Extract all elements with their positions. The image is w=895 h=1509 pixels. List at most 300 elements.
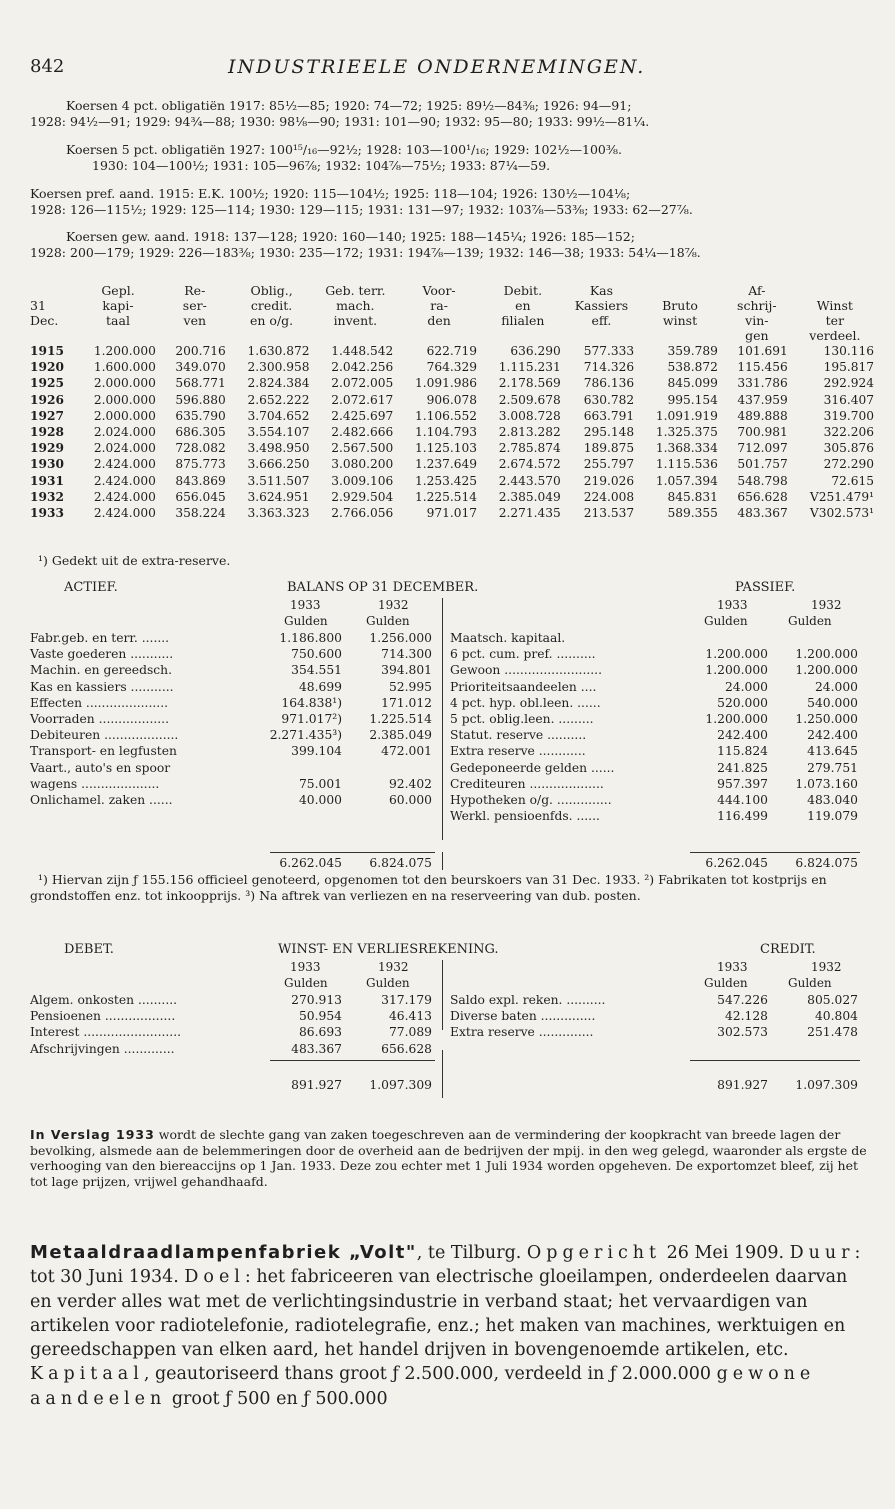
table-cell: 437.959: [737, 392, 788, 407]
balans-year-1933: 1933: [290, 598, 321, 612]
table-cell: 875.773: [175, 457, 226, 472]
table-cell: 349.070: [175, 360, 226, 375]
winst-year-1932: 1932: [378, 960, 409, 974]
koersen-gew-line2: 1928: 200—179; 1929: 226—183⅜; 1930: 235—172; 1931: 194⅞—139; 1932: 146—38; 1933: 54¼—18⅞.: [30, 245, 701, 260]
ledger-row: [450, 680, 870, 696]
table-header-cell: [76, 328, 160, 343]
table-cell: 255.797: [583, 457, 635, 472]
ledger-value-1933: 164.838¹): [281, 695, 342, 710]
page-number: 842: [30, 56, 65, 77]
ledger-value-1933: 957.397: [717, 776, 768, 791]
table-cell: 358.224: [175, 506, 226, 521]
balans-notes: ¹) Hiervan zijn ƒ 155.156 officieel genoteerd, opgenomen tot den beurskoers van 31 Dec. 1933. ²) Fabrikaten tot kostprijs en grondstoffen enz. tot inkoopprijs. ³) Na aftrek van verliezen en na reserveering van dub. posten.: [30, 872, 827, 903]
table-cell: 764.329: [426, 360, 477, 375]
table-header-cell: den: [427, 313, 451, 328]
actief-total-1932: 6.824.075: [369, 856, 432, 870]
verslag-lead: In Verslag 1933: [30, 1127, 155, 1142]
table-header-row: [26, 328, 878, 343]
ledger-value-1932: 805.027: [807, 993, 858, 1007]
company-entry-volt: [30, 1241, 870, 1411]
table-header-cell: [26, 328, 76, 343]
ledger-value-1932: 24.000: [814, 679, 858, 694]
table-cell: 2.178.569: [498, 376, 561, 391]
table-cell: 1.368.334: [655, 441, 718, 456]
table-year-cell: 1927: [30, 408, 64, 423]
volt-text-4: : het fabriceeren van electrische gloeilampen, onderdeelen daarvan en verder alles wat met de verlichtingsindustrie in verband staat; het vervaardigen van artikelen voor radiotelefonie, radiotelegrafie, enz.; het maken van machines, werktuigen en gereedschappen van elken aard, het handel drijven in bovengenoemde artikelen, etc.: [30, 1267, 848, 1361]
koersen-4pct-line1: Koersen 4 pct. obligatiën 1917: 85½—85; 1920: 74—72; 1925: 89½—84⅜; 1926: 94—91;: [66, 98, 632, 113]
ledger-value-1933: 75.001: [298, 776, 342, 791]
balans-passief-list: [450, 631, 870, 825]
table-cell: 663.791: [583, 408, 635, 423]
table-cell: V302.573¹: [809, 506, 874, 521]
table-header-cell: Re-: [184, 283, 206, 298]
ledger-row: [30, 744, 440, 760]
table-cell: 483.367: [737, 506, 788, 521]
table-cell: 322.206: [823, 425, 874, 440]
table-cell: 319.700: [823, 408, 874, 423]
ledger-value-1932: 656.628: [381, 1041, 432, 1056]
ledger-row: [450, 696, 870, 712]
table-cell: 656.045: [175, 489, 226, 504]
table-cell: 1.115.231: [498, 360, 561, 375]
balans-divider: [442, 598, 443, 840]
winst-credit-rule: [690, 1060, 860, 1061]
table-cell: 577.333: [583, 344, 635, 358]
table-cell: 2.000.000: [93, 376, 156, 391]
table-header-cell: taal: [106, 313, 130, 328]
table-cell: 219.026: [583, 473, 635, 488]
ledger-value-1932: 714.300: [381, 647, 432, 662]
winst-divider: [442, 960, 443, 1030]
table-header-row: [26, 283, 878, 298]
table-cell: 2.300.958: [247, 360, 310, 375]
table-header-cell: eff.: [591, 313, 612, 328]
ledger-value-1933: 444.100: [717, 792, 768, 807]
table-cell: 2.425.697: [331, 408, 394, 423]
table-cell: 1.253.425: [414, 473, 477, 488]
table-header-cell: [792, 283, 878, 298]
actief-total-1933: 6.262.045: [279, 856, 342, 870]
ledger-row: [30, 680, 440, 696]
table-cell: 331.786: [737, 376, 788, 391]
ledger-row: [450, 728, 870, 744]
table-cell: V251.479¹: [809, 489, 874, 504]
table-cell: 1.057.394: [655, 473, 718, 488]
table-header-cell: vin-: [745, 313, 769, 328]
volt-opgericht-label: Opgericht: [526, 1243, 662, 1263]
table-row: [26, 392, 878, 408]
ledger-label: Afschrijvingen .............: [30, 1041, 175, 1056]
table-header-cell: mach.: [336, 298, 375, 313]
ledger-label: Saldo expl. reken. ..........: [450, 993, 606, 1007]
ledger-row: [30, 1009, 440, 1025]
ledger-label: Vaste goederen ...........: [30, 647, 174, 662]
ledger-label: Pensioenen ..................: [30, 1009, 176, 1024]
table-cell: 2.024.000: [93, 425, 156, 440]
table-cell: 906.078: [426, 392, 477, 407]
ledger-label: Diverse baten ..............: [450, 1009, 596, 1024]
table-header-cell: Geb. terr.: [325, 283, 386, 298]
table-cell: 2.042.256: [331, 360, 394, 375]
ledger-row: [30, 993, 440, 1009]
koersen-5pct-line1: Koersen 5 pct. obligatiën 1927: 100¹⁵/₁₆—92½; 1928: 103—100¹/₁₆; 1929: 102½—100⅜.: [66, 142, 622, 157]
table-cell: 2.072.005: [331, 376, 394, 391]
volt-kapitaal-label: Kapitaal: [30, 1364, 144, 1385]
table-header-cell: [638, 283, 722, 298]
table-year-cell: 1926: [30, 392, 64, 407]
ledger-row: [450, 1009, 870, 1025]
table-cell: 1.115.536: [655, 457, 718, 472]
table-header-cell: Winst: [816, 298, 853, 313]
table-cell: 2.785.874: [498, 441, 561, 456]
table-cell: 845.831: [667, 489, 718, 504]
table-cell: 359.789: [667, 344, 718, 358]
winst-debet-heading: DEBET.: [64, 942, 114, 957]
table-header-row: [26, 298, 878, 313]
winst-title: WINST- EN VERLIESREKENING.: [278, 942, 499, 957]
ledger-value-1932: 317.179: [381, 993, 432, 1007]
ledger-label: Fabr.geb. en terr. .......: [30, 631, 170, 645]
ledger-label: Algem. onkosten ..........: [30, 993, 178, 1007]
table-cell: 1.448.542: [331, 344, 394, 358]
verslag-paragraph: [30, 1127, 868, 1189]
table-cell: 2.424.000: [93, 489, 156, 504]
table-cell: 568.771: [175, 376, 226, 391]
ledger-label: Werkl. pensioenfds. ......: [450, 809, 600, 824]
table-header-cell: Kas: [589, 283, 614, 298]
ledger-row: [30, 761, 440, 777]
table-header-cell: gen: [745, 328, 769, 343]
koersen-pref-line1: Koersen pref. aand. 1915: E.K. 100½; 1920: 115—104½; 1925: 118—104; 1926: 130½—104⅛;: [30, 186, 631, 201]
table-cell: 3.363.323: [247, 506, 310, 521]
table-cell: 971.017: [426, 506, 477, 521]
table-cell: 501.757: [737, 457, 788, 472]
table-cell: 845.099: [667, 376, 718, 391]
table-header-cell: 31: [30, 298, 46, 313]
ledger-value-1932: 472.001: [381, 744, 432, 759]
company-name: Metaaldraadlampenfabriek „Volt": [30, 1242, 417, 1263]
winst-credit-heading: CREDIT.: [760, 942, 816, 957]
table-year-cell: 1932: [30, 489, 64, 504]
table-cell: 2.482.666: [331, 425, 394, 440]
ledger-label: 6 pct. cum. pref. ..........: [450, 647, 596, 662]
table-year-cell: 1931: [30, 473, 64, 488]
table-cell: 3.624.951: [247, 489, 310, 504]
ledger-value-1932: 540.000: [807, 695, 858, 710]
table-year-cell: 1929: [30, 441, 64, 456]
table-cell: 995.154: [667, 392, 718, 407]
table-cell: 1.106.552: [414, 408, 477, 423]
volt-text-6: groot ƒ 500 en ƒ 500.000: [166, 1388, 388, 1409]
running-title: INDUSTRIEELE ONDERNEMINGEN.: [228, 56, 646, 78]
ledger-value-1933: 547.226: [717, 993, 768, 1007]
volt-text-2: 26 Mei 1909.: [661, 1243, 790, 1263]
ledger-label: Effecten .....................: [30, 695, 169, 710]
ledger-label: Maatsch. kapitaal.: [450, 631, 566, 645]
ledger-label: Gedeponeerde gelden ......: [450, 760, 615, 775]
ledger-row: [30, 663, 440, 679]
table-cell: 700.981: [737, 425, 788, 440]
table-cell: 489.888: [737, 408, 788, 423]
ledger-value-1932: 279.751: [807, 760, 858, 775]
table-cell: 714.326: [583, 360, 635, 375]
yearly-figures-table: [26, 283, 878, 521]
ledger-row: [450, 712, 870, 728]
ledger-row: [30, 728, 440, 744]
table-cell: 2.024.000: [93, 441, 156, 456]
ledger-label: Transport- en legfusten: [30, 744, 177, 759]
table-row: [26, 456, 878, 472]
table-cell: 1.325.375: [655, 425, 718, 440]
table-cell: 305.876: [823, 441, 874, 456]
volt-duur-label: Duur: [789, 1243, 855, 1263]
table-header-row: [26, 313, 878, 328]
ledger-row: [30, 1025, 440, 1041]
balans-year-1932: 1932: [378, 598, 409, 612]
ledger-row: [30, 647, 440, 663]
table-cell: 1.600.000: [93, 360, 156, 375]
table-cell: 630.782: [583, 392, 635, 407]
table-header-cell: Af-: [748, 283, 766, 298]
table-cell: 130.116: [823, 344, 874, 358]
table-row: [26, 375, 878, 391]
table-cell: 115.456: [737, 360, 788, 375]
table-header-cell: ser-: [182, 298, 207, 313]
ledger-value-1933: 241.825: [717, 760, 768, 775]
table-cell: 2.072.617: [331, 392, 394, 407]
ledger-label: Extra reserve ............: [450, 744, 586, 759]
table-cell: 1.200.000: [93, 344, 156, 358]
table-cell: 2.652.222: [247, 392, 310, 407]
ledger-value-1932: 1.225.514: [369, 711, 432, 726]
balans-actief-heading: ACTIEF.: [64, 580, 118, 595]
ledger-value-1932: 1.256.000: [369, 631, 432, 645]
table-cell: 2.424.000: [93, 473, 156, 488]
table-header-cell: [481, 328, 565, 343]
table-cell: 3.554.107: [247, 425, 310, 440]
table-header-cell: [313, 328, 397, 343]
ledger-value-1932: 119.079: [807, 809, 858, 824]
table-cell: 2.424.000: [93, 506, 156, 521]
table-cell: 596.880: [175, 392, 226, 407]
ledger-row: [450, 777, 870, 793]
winst-divider-total: [442, 1050, 443, 1098]
ledger-value-1932: 60.000: [388, 792, 432, 807]
balans-actief-list: [30, 631, 440, 809]
table-cell: 213.537: [583, 506, 635, 521]
ledger-label: Voorraden ..................: [30, 711, 169, 726]
ledger-value-1933: 971.017²): [281, 711, 342, 726]
ledger-value-1933: 1.186.800: [279, 631, 342, 645]
ledger-value-1933: 50.954: [298, 1009, 342, 1024]
table-cell: 72.615: [831, 473, 874, 488]
credit-total-1933: 891.927: [717, 1078, 768, 1092]
table-year-cell: 1930: [30, 457, 64, 472]
table-cell: 728.082: [175, 441, 226, 456]
ledger-value-1932: 242.400: [807, 728, 858, 743]
balans-unit-p1: Gulden: [704, 614, 748, 628]
table-cell: 548.798: [737, 473, 788, 488]
koersen-pref-line2: 1928: 126—115½; 1929: 125—114; 1930: 129—115; 1931: 131—97; 1932: 103⅞—53⅜; 1933: 62—27⅞.: [30, 202, 693, 217]
table-cell: 1.125.103: [414, 441, 477, 456]
table-cell: 3.511.507: [247, 473, 310, 488]
winst-credit-list: [450, 993, 870, 1042]
table-header-cell: ra-: [430, 298, 448, 313]
winst-debet-list: [30, 993, 440, 1058]
ledger-value-1933: 270.913: [291, 993, 342, 1007]
table-cell: 538.872: [667, 360, 718, 375]
table-cell: 1.091.986: [414, 376, 477, 391]
table-row: [26, 489, 878, 505]
winst-unit-c1: Gulden: [704, 976, 748, 990]
table-cell: 224.008: [583, 489, 635, 504]
ledger-value-1933: 115.824: [717, 744, 768, 759]
ledger-row: [450, 793, 870, 809]
table-cell: 635.790: [175, 408, 226, 423]
winst-debet-rule: [270, 1060, 435, 1061]
winst-c-year-1932: 1932: [811, 960, 842, 974]
table-cell: 656.628: [737, 489, 788, 504]
ledger-value-1933: 483.367: [291, 1041, 342, 1056]
table-row: [26, 408, 878, 424]
table-header-cell: ven: [183, 313, 207, 328]
table-cell: 1.104.793: [414, 425, 477, 440]
table-row: [26, 440, 878, 456]
debet-total-1933: 891.927: [291, 1078, 342, 1092]
balans-passief-rule: [690, 852, 860, 853]
ledger-label: 5 pct. oblig.leen. .........: [450, 711, 594, 726]
table-cell: 2.567.500: [331, 441, 394, 456]
debet-total-1932: 1.097.309: [369, 1078, 432, 1092]
table-cell: 3.009.106: [331, 473, 394, 488]
ledger-value-1932: 2.385.049: [369, 728, 432, 743]
koersen-gew-line1: Koersen gew. aand. 1918: 137—128; 1920: 160—140; 1925: 188—145¼; 1926: 185—152;: [66, 229, 635, 244]
table-year-cell: 1933: [30, 506, 64, 521]
ledger-row: [450, 809, 870, 825]
ledger-value-1932: 1.073.160: [795, 776, 858, 791]
ledger-label: Gewoon .........................: [450, 663, 602, 678]
ledger-label: Interest .........................: [30, 1025, 182, 1040]
table-cell: 2.509.678: [498, 392, 561, 407]
table-cell: 2.766.056: [331, 506, 394, 521]
table-header-cell: winst: [662, 313, 698, 328]
ledger-value-1932: 77.089: [388, 1025, 432, 1040]
ledger-row: [450, 631, 870, 647]
balans-actief-rule: [270, 852, 435, 853]
table-cell: 636.290: [510, 344, 561, 358]
table-footnote: ¹) Gedekt uit de extra-reserve.: [38, 553, 231, 568]
balans-p-year-1932: 1932: [811, 598, 842, 612]
ledger-value-1933: 40.000: [298, 792, 342, 807]
ledger-row: [30, 696, 440, 712]
winst-c-year-1933: 1933: [717, 960, 748, 974]
table-header-cell: [230, 328, 314, 343]
table-cell: 843.869: [175, 473, 226, 488]
table-cell: 292.924: [823, 376, 874, 391]
ledger-label: Machin. en gereedsch.: [30, 663, 172, 678]
ledger-value-1933: 750.600: [291, 647, 342, 662]
table-row: [26, 505, 878, 521]
ledger-value-1932: 40.804: [814, 1009, 858, 1024]
table-cell: 316.407: [823, 392, 874, 407]
table-header-cell: Dec.: [30, 313, 59, 328]
verslag-text: wordt de slechte gang van zaken toegeschreven aan de vermindering der koopkracht van breede lagen der bevolking, alsmede aan de belemmeringen door de overheid aan de bedrijven der mpij. in den weg gelegd, waaronder als ergste de verhooging van den biereaccijns op 1 Jan. 1933. Deze zou echter met 1 Juli 1934 worden opgeheven. De exportomzet bleef, zij het tot lage prijzen, vrijwel gehandhaafd.: [30, 1127, 867, 1189]
ledger-label: Kas en kassiers ...........: [30, 679, 174, 694]
balans-unit-a1: Gulden: [284, 614, 328, 628]
table-year-cell: 1925: [30, 376, 64, 391]
table-cell: 2.674.572: [498, 457, 561, 472]
table-header-cell: schrij-: [737, 298, 777, 313]
table-cell: 622.719: [426, 344, 477, 358]
table-header-cell: [397, 328, 481, 343]
ledger-row: [30, 712, 440, 728]
ledger-label: wagens ....................: [30, 776, 160, 791]
table-cell: 2.424.000: [93, 457, 156, 472]
ledger-value-1933: 520.000: [717, 695, 768, 710]
ledger-value-1933: 1.200.000: [705, 647, 768, 662]
ledger-value-1933: 42.128: [724, 1009, 768, 1024]
ledger-value-1933: 354.551: [291, 663, 342, 678]
table-cell: 295.148: [583, 425, 635, 440]
winst-unit-c2: Gulden: [788, 976, 832, 990]
table-cell: 786.136: [583, 376, 635, 391]
credit-total-1932: 1.097.309: [795, 1078, 858, 1092]
ledger-label: Vaart., auto's en spoor: [30, 760, 171, 775]
ledger-value-1932: 46.413: [388, 1009, 432, 1024]
ledger-label: Debiteuren ...................: [30, 728, 179, 743]
ledger-value-1932: 394.801: [381, 663, 432, 678]
table-header-cell: Bruto: [662, 298, 698, 313]
passief-total-1933: 6.262.045: [705, 856, 768, 870]
ledger-value-1932: 251.478: [807, 1025, 858, 1040]
table-cell: 195.817: [823, 360, 874, 375]
balans-unit-a2: Gulden: [366, 614, 410, 628]
table-cell: 2.000.000: [93, 392, 156, 407]
table-header-cell: [26, 283, 76, 298]
ledger-value-1932: 171.012: [381, 695, 432, 710]
ledger-value-1933: 302.573: [717, 1025, 768, 1040]
ledger-row: [30, 1042, 440, 1058]
ledger-row: [30, 793, 440, 809]
table-cell: 3.666.250: [247, 457, 310, 472]
ledger-value-1932: 483.040: [807, 792, 858, 807]
table-cell: 2.824.384: [247, 376, 310, 391]
table-header-cell: verdeel.: [809, 328, 861, 343]
ledger-label: Onlichamel. zaken ......: [30, 792, 173, 807]
table-cell: 3.704.652: [247, 408, 310, 423]
table-cell: 686.305: [175, 425, 226, 440]
table-row: [26, 343, 878, 359]
table-header-cell: [160, 328, 230, 343]
table-header-cell: Oblig.,: [250, 283, 293, 298]
ledger-label: 4 pct. hyp. obl.leen. ......: [450, 695, 601, 710]
volt-text-5: , geautoriseerd thans groot ƒ 2.500.000, verdeeld in ƒ 2.000.000: [143, 1364, 717, 1385]
passief-total-1932: 6.824.075: [795, 856, 858, 870]
balans-passief-heading: PASSIEF.: [735, 580, 796, 595]
table-header-cell: Gepl.: [101, 283, 135, 298]
ledger-value-1933: 48.699: [298, 679, 342, 694]
ledger-value-1933: 86.693: [298, 1025, 342, 1040]
table-year-cell: 1915: [30, 344, 64, 358]
koersen-5pct-line2: 1930: 104—100½; 1931: 105—96⅞; 1932: 104⅞—75½; 1933: 87¼—59.: [92, 158, 551, 173]
table-cell: 2.385.049: [498, 489, 561, 504]
volt-gewone-label: gewone aandeelen: [30, 1364, 816, 1409]
winst-unit-d2: Gulden: [366, 976, 410, 990]
winst-year-1933: 1933: [290, 960, 321, 974]
table-cell: 3.498.950: [247, 441, 310, 456]
table-cell: 712.097: [737, 441, 788, 456]
ledger-label: Hypotheken o/g. ..............: [450, 792, 612, 807]
